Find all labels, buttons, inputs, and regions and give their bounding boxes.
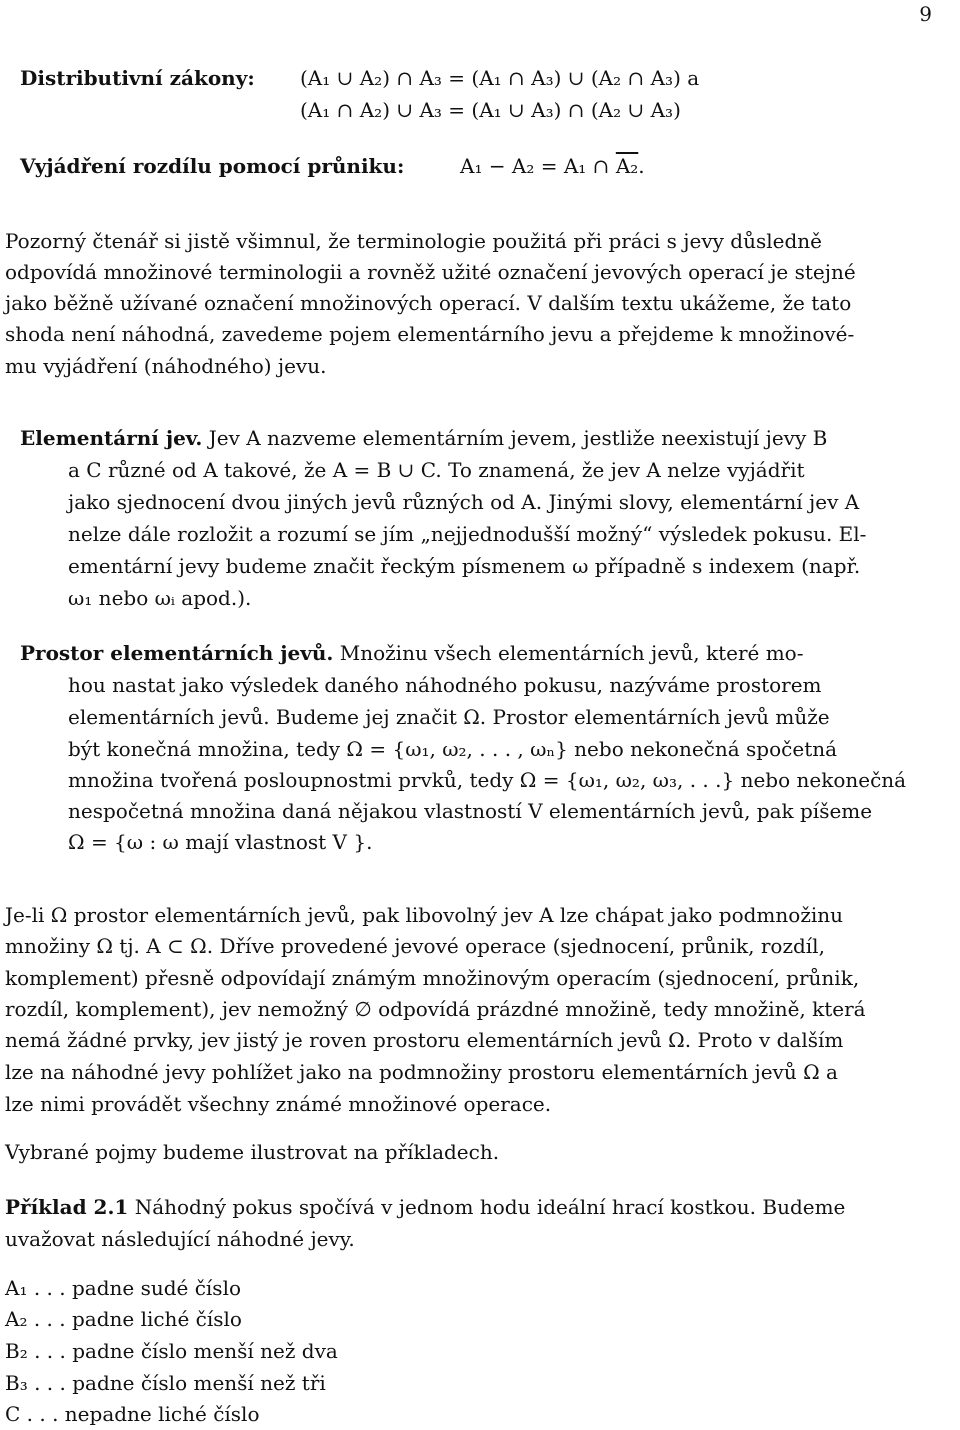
event-item: A₁ . . . padne sudé číslo (5, 1276, 242, 1300)
paragraph-line: komplement) přesně odpovídají známým množinovým operacím (sjednocení, průnik, (5, 966, 860, 990)
paragraph-line: shoda není náhodná, zavedeme pojem elementárního jevu a přejdeme k množinové- (5, 322, 855, 346)
definition-line: hou nastat jako výsledek daného náhodného pokusu, nazýváme prostorem (68, 673, 822, 697)
paragraph-line: množiny Ω tj. A ⊂ Ω. Dříve provedené jevové operace (sjednocení, průnik, rozdíl, (5, 934, 825, 958)
paragraph-line: lze nimi provádět všechny známé množinové operace. (5, 1092, 552, 1116)
difference-label: Vyjádření rozdílu pomocí průniku: (20, 154, 405, 178)
definition-line: množina tvořená posloupnostmi prvků, tedy Ω = {ω₁, ω₂, ω₃, . . .} nebo nekonečná (68, 768, 907, 792)
paragraph-line: odpovídá množinové terminologii a rovněž užité označení jevových operací je stejné (5, 260, 856, 284)
definition-first-line (20, 637, 803, 669)
paragraph-line: Pozorný čtenář si jistě všimnul, že terminologie použitá při práci s jevy důsledně (5, 229, 822, 253)
definition-line: být konečná množina, tedy Ω = {ω₁, ω₂, . . . , ωₙ} nebo nekonečná spočetná (68, 737, 838, 761)
distributive-label: Distributivní zákony: (20, 66, 255, 90)
page-number: 9 (919, 2, 932, 26)
distributive-formula-1: (A₁ ∪ A₂) ∩ A₃ = (A₁ ∩ A₃) ∪ (A₂ ∩ A₃) a (300, 66, 700, 90)
event-item: C . . . nepadne liché číslo (5, 1402, 260, 1426)
definition-term: Prostor elementárních jevů. (20, 641, 334, 665)
definition-line: nelze dále rozložit a rozumí se jím „nejjednodušší možný“ výsledek pokusu. El- (68, 522, 867, 546)
definition-text: Jev A nazveme elementárním jevem, jestliže neexistují jevy B (208, 426, 828, 450)
example-text: Náhodný pokus spočívá v jednom hodu ideální hrací kostkou. Budeme (134, 1195, 846, 1219)
definition-line: Ω = {ω : ω mají vlastnost V }. (68, 830, 373, 854)
paragraph-examples-intro: Vybrané pojmy budeme ilustrovat na příkladech. (5, 1140, 500, 1164)
paragraph-line: nemá žádné prvky, jev jistý je roven prostoru elementárních jevů Ω. Proto v dalším (5, 1028, 844, 1052)
event-item: B₃ . . . padne číslo menší než tři (5, 1371, 326, 1395)
definition-first-line (20, 422, 827, 454)
definition-text: Množinu všech elementárních jevů, které mo- (339, 641, 804, 665)
paragraph-line: Je-li Ω prostor elementárních jevů, pak libovolný jev A lze chápat jako podmnožinu (5, 903, 844, 927)
complement-a2: A₂ (615, 154, 639, 178)
definition-line: ementární jevy budeme značit řeckým písmenem ω případně s indexem (např. (68, 554, 861, 578)
definition-term: Elementární jev. (20, 426, 203, 450)
definition-line: elementárních jevů. Budeme jej značit Ω. Prostor elementárních jevů může (68, 705, 830, 729)
difference-formula-end: . (638, 154, 645, 178)
paragraph-line: rozdíl, komplement), jev nemožný ∅ odpovídá prázdné množině, tedy množině, která (5, 997, 866, 1021)
event-item: A₂ . . . padne liché číslo (5, 1307, 242, 1331)
definition-line: nespočetná množina daná nějakou vlastností V elementárních jevů, pak píšeme (68, 799, 873, 823)
definition-line: a C různé od A takové, že A = B ∪ C. To znamená, že jev A nelze vyjádřit (68, 458, 805, 482)
definition-line: jako sjednocení dvou jiných jevů různých od A. Jinými slovy, elementární jev A (68, 490, 860, 514)
difference-formula (460, 150, 645, 182)
paragraph-line: lze na náhodné jevy pohlížet jako na podmnožiny prostoru elementárních jevů Ω a (5, 1060, 838, 1084)
definition-line: ω₁ nebo ωᵢ apod.). (68, 586, 252, 610)
paragraph-line: mu vyjádření (náhodného) jevu. (5, 354, 327, 378)
example-title: Příklad 2.1 (5, 1195, 129, 1219)
paragraph-line: jako běžně užívané označení množinových operací. V dalším textu ukážeme, že tato (5, 291, 852, 315)
event-item: B₂ . . . padne číslo menší než dva (5, 1339, 338, 1363)
difference-formula-lhs: A₁ − A₂ = A₁ ∩ (460, 154, 616, 178)
example-line: uvažovat následující náhodné jevy. (5, 1227, 355, 1251)
example-first-line (5, 1191, 845, 1223)
distributive-formula-2: (A₁ ∩ A₂) ∪ A₃ = (A₁ ∪ A₃) ∩ (A₂ ∪ A₃) (300, 98, 681, 122)
